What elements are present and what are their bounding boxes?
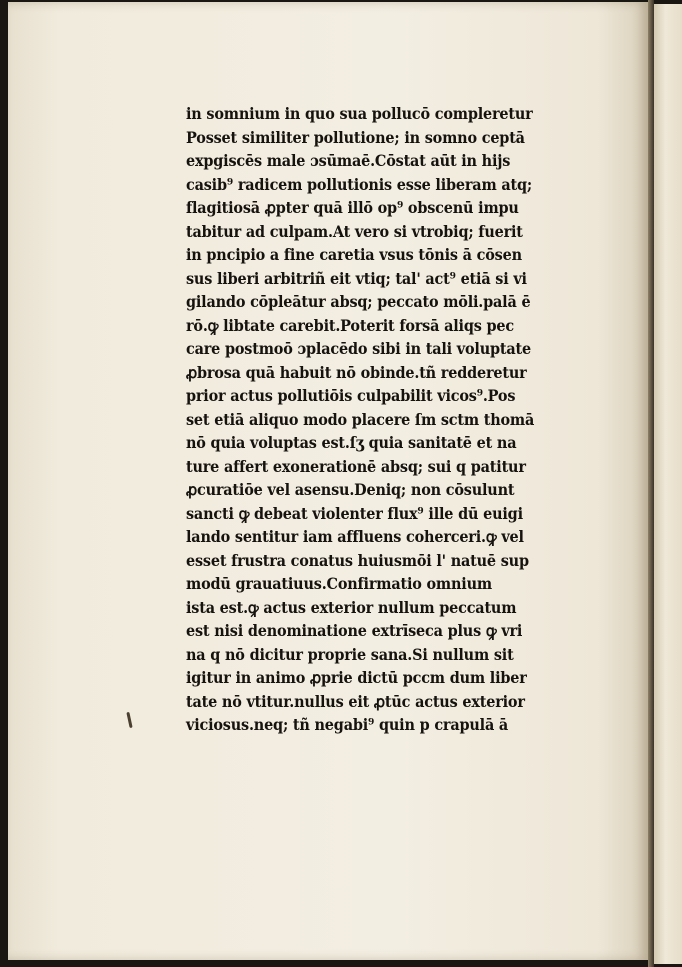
text-line: expgiscēs male ɔsūmaē.Cōstat aūt in hijs [186, 151, 511, 170]
text-line: sancti ꝙ debeat violenter flux⁹ ille dū euigi [186, 503, 523, 523]
text-line: lando sentitur iam affluens coherceri.ꝙ vel [186, 527, 524, 546]
text-line: na q nō dicitur proprie sana.Si nullum sit [186, 644, 514, 664]
text-line: set etiā aliquo modo placere ſm sctm thomā [186, 409, 535, 429]
text-line: ista est.ꝙ actus exterior nullum peccatum [186, 597, 517, 617]
text-line: est nisi denominatione extrīseca plus ꝙ vri [186, 621, 523, 640]
text-line: viciosus.neq; tñ negabi⁹ quin p crapulā ā [186, 715, 509, 734]
text-line: ture affert exonerationē absq; sui q patitur [186, 456, 526, 476]
text-line: rō.ꝙ libtate carebit.Poterit forsā aliqs pec [186, 315, 514, 335]
text-line: ꝓbrosa quā habuit nō obinde.tñ redderetur [186, 362, 527, 382]
text-block [186, 102, 574, 737]
text-line: in somnium in quo sua pollucō compleretur [186, 104, 533, 123]
text-line: Posset similiter pollutione; in somno ceptā [186, 127, 525, 147]
facing-page-edge [654, 4, 682, 964]
text-line: esset frustra conatus huiusmōi l' natuē sup [186, 550, 529, 570]
text-line: in pncipio a fine caretia vsus tōnis ā cōsen [186, 245, 522, 264]
text-line: igitur in animo ꝓprie dictū pccm dum liber [186, 668, 527, 687]
text-line: care postmoō ɔplacēdo sibi in tali voluptate [186, 339, 531, 358]
text-line: modū grauatiuus.Confirmatio omnium [186, 574, 492, 593]
text-line: ꝓcuratiōe vel asensu.Deniq; non cōsulunt [186, 480, 515, 499]
text-line: gilando cōpleātur absq; peccato mōli.palā ē [186, 292, 531, 311]
text-line: prior actus pollutiōis culpabilit vicos⁹.Pos [186, 386, 516, 405]
text-line: tate nō vtitur.nullus eit ꝓtūc actus exterior [186, 691, 525, 711]
text-line: tabitur ad culpam.At vero si vtrobiq; fuerit [186, 221, 523, 241]
text-line: casib⁹ radicem pollutionis esse liberam atq; [186, 174, 533, 194]
text-line: flagitiosā ꝓpter quā illō op⁹ obscenū impu [186, 198, 519, 217]
text-line: nō quia voluptas est.ſʒ quia sanitatē et na [186, 433, 517, 452]
text-line: sus liberi arbitriñ eit vtiq; tal' act⁹ etiā si vi [186, 268, 527, 288]
